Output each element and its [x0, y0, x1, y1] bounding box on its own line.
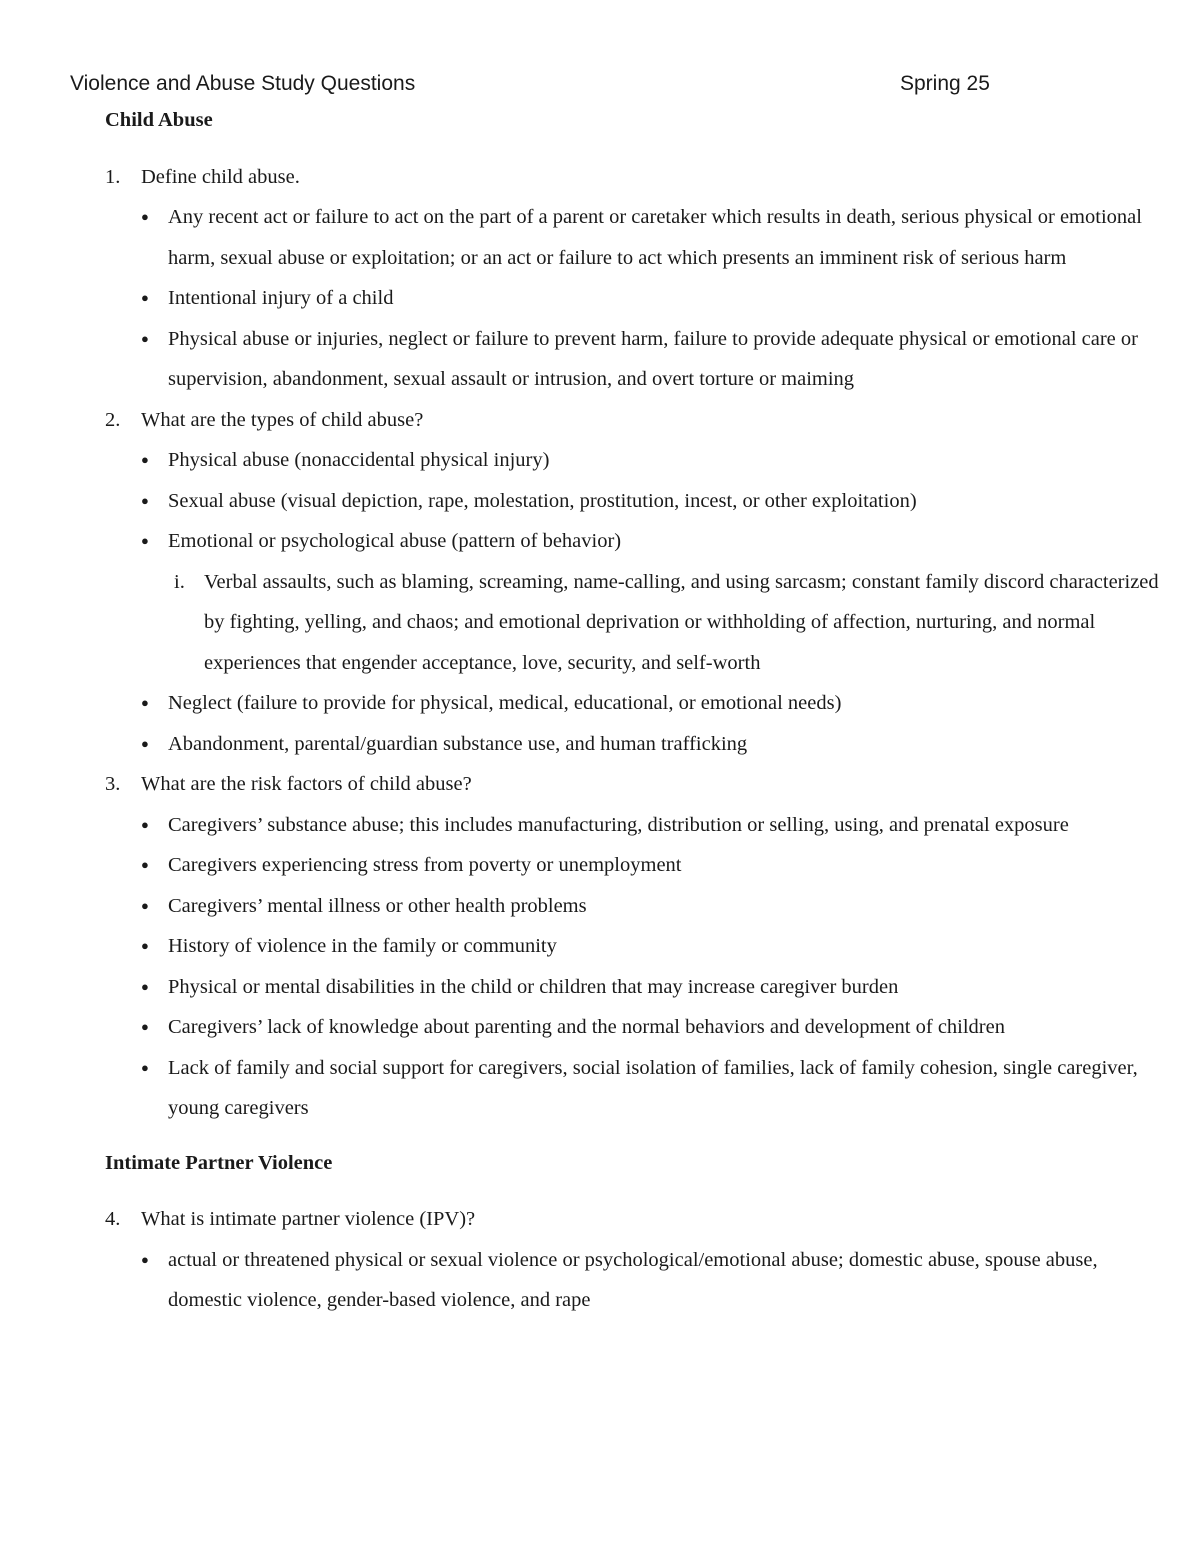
- answer-item: ● Intentional injury of a child: [141, 278, 1165, 319]
- answer-item: ● History of violence in the family or community: [141, 926, 1165, 967]
- answer-item: ● Physical abuse or injuries, neglect or failure to prevent harm, failure to provide adequate physical or emotional care or supervision, abandonment, sexual assault or intrusion, and overt torture or maiming: [141, 319, 1165, 400]
- question-list-ipv: [105, 1199, 1165, 1321]
- sub-answer-text: Verbal assaults, such as blaming, screaming, name-calling, and using sarcasm; constant family discord characterized by fighting, yelling, and chaos; and emotional deprivation or withholding of affection, nurturing, and normal experiences that engender acceptance, love, security, and self-worth: [204, 570, 1159, 674]
- answer-list: [141, 197, 1165, 400]
- question-number: 2.: [105, 408, 121, 431]
- answer-item: ● Physical or mental disabilities in the child or children that may increase caregiver burden: [141, 967, 1165, 1008]
- question-2: [105, 400, 1165, 765]
- sub-answer-list: [168, 562, 1165, 684]
- question-number: 3.: [105, 773, 121, 795]
- question-3: [105, 764, 1165, 1129]
- answer-item: ● Caregivers experiencing stress from poverty or unemployment: [141, 845, 1165, 886]
- question-1: [105, 157, 1165, 400]
- answer-item: ● Caregivers’ mental illness or other health problems: [141, 886, 1165, 927]
- question-number: 1.: [105, 165, 121, 188]
- answer-list: [141, 440, 1165, 764]
- section-heading-ipv: Intimate Partner Violence: [105, 1151, 333, 1174]
- answer-item: ● Sexual abuse (visual depiction, rape, molestation, prostitution, incest, or other exploitation): [141, 481, 1165, 522]
- answer-item: ● Physical abuse (nonaccidental physical injury): [141, 440, 1165, 481]
- sub-answer-item: [168, 562, 1165, 684]
- answer-item: ● Caregivers’ lack of knowledge about parenting and the normal behaviors and development of children: [141, 1007, 1165, 1048]
- answer-list: [141, 1240, 1165, 1321]
- question-text: What is intimate partner violence (IPV)?: [141, 1208, 476, 1230]
- question-number: 4.: [105, 1208, 121, 1230]
- answer-item-with-subitems: [141, 521, 1165, 683]
- question-4: [105, 1199, 1165, 1321]
- sub-answer-number: i.: [174, 570, 185, 593]
- answer-item: ● Any recent act or failure to act on the part of a parent or caretaker which results in death, serious physical or emotional harm, sexual abuse or exploitation; or an act or failure to act which presents an imminent risk of serious harm: [141, 197, 1165, 278]
- document-term: Spring 25: [900, 72, 990, 95]
- document-title: Violence and Abuse Study Questions: [70, 72, 416, 95]
- answer-item: ● Lack of family and social support for caregivers, social isolation of families, lack of family cohesion, single caregiver, young caregivers: [141, 1048, 1165, 1129]
- answer-list: [141, 805, 1165, 1129]
- question-text: What are the types of child abuse?: [141, 408, 424, 431]
- question-list: [105, 157, 1165, 1129]
- question-text: What are the risk factors of child abuse?: [141, 773, 472, 795]
- answer-item-text: Emotional or psychological abuse (pattern of behavior): [168, 530, 622, 552]
- answer-item: ● actual or threatened physical or sexual violence or psychological/emotional abuse; domestic abuse, spouse abuse, domestic violence, gender-based violence, and rape: [141, 1240, 1165, 1321]
- section-heading-child-abuse: Child Abuse: [105, 109, 213, 131]
- document-body: [105, 100, 1165, 1321]
- answer-item: ● Caregivers’ substance abuse; this includes manufacturing, distribution or selling, using, and prenatal exposure: [141, 805, 1165, 846]
- answer-item: ● Neglect (failure to provide for physical, medical, educational, or emotional needs): [141, 683, 1165, 724]
- answer-item: ● Abandonment, parental/guardian substance use, and human trafficking: [141, 724, 1165, 765]
- question-text: Define child abuse.: [141, 165, 300, 188]
